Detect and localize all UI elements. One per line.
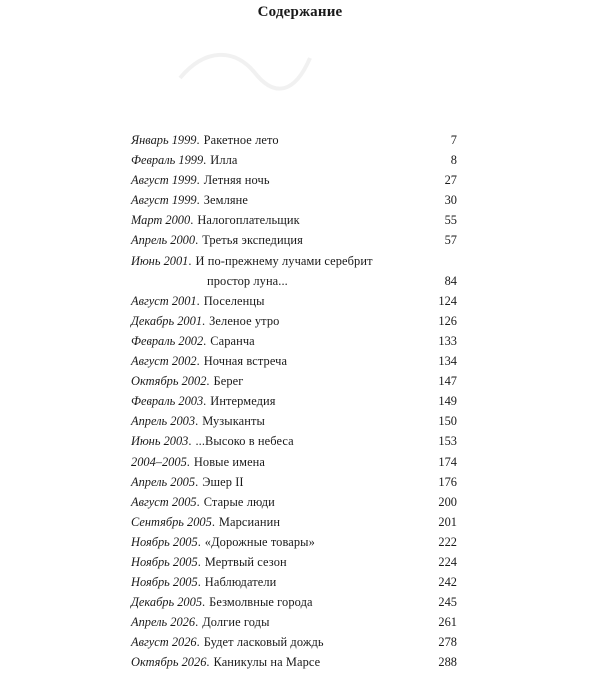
entry-separator: . [203,333,207,348]
toc-entry [131,331,457,351]
entry-date: Август 2002 [131,354,197,369]
entry-page-number: 124 [438,293,457,308]
entry-title: Берег [213,374,244,389]
entry-date: Декабрь 2005 [131,595,203,610]
entry-page-number: 147 [438,374,457,389]
dot-leader [280,574,435,584]
dot-leader [284,514,435,524]
entry-date: Апрель 2005 [131,474,196,489]
toc-entry [131,572,457,592]
toc-entry [131,150,457,170]
entry-title: И по-прежнему лучами серебрит [195,253,373,268]
toc-entry [131,552,457,572]
toc-entry [131,230,457,250]
toc-entry [131,291,457,311]
entry-page-number: 126 [438,313,457,328]
entry-separator: . [195,474,199,489]
entry-page-number: 8 [450,153,457,168]
entry-date: Август 1999 [131,193,197,208]
toc-entry [131,251,457,291]
entry-page-number: 174 [438,454,457,469]
entry-page-number: 278 [438,635,457,650]
dot-leader [269,293,436,303]
entry-separator: . [195,233,199,248]
entry-separator: . [203,153,207,168]
entry-separator: . [196,354,200,369]
entry-title: Наблюдатели [204,575,277,590]
entry-title: Старые люди [203,494,275,509]
entry-page-number: 261 [438,615,457,630]
table-of-contents [131,130,457,673]
toc-entry [131,411,457,431]
dot-leader [291,554,436,564]
faint-watermark-decoration [175,38,315,98]
entry-date: Август 2001 [131,293,197,308]
dot-leader [248,474,436,484]
entry-title: Налогоплательщик [197,213,300,228]
entry-title: Новые имена [193,454,265,469]
entry-date: Август 2005 [131,494,197,509]
dot-leader [307,232,442,242]
entry-title: «Дорожные товары» [204,534,315,549]
entry-title: Мертвый сезон [204,554,287,569]
entry-title: Летняя ночь [203,173,270,188]
toc-entry [131,431,457,451]
toc-entry [131,371,457,391]
entry-page-number: 176 [438,474,457,489]
dot-leader [274,172,442,182]
entry-separator: . [196,133,200,147]
entry-page-number: 7 [450,133,457,147]
toc-entry [131,351,457,371]
entry-page-number: 200 [438,494,457,509]
toc-entry [131,391,457,411]
entry-separator: . [190,213,194,228]
entry-title: Ночная встреча [203,354,288,369]
dot-leader [319,534,436,544]
toc-entry [131,492,457,512]
entry-date: Ноябрь 2005 [131,534,198,549]
toc-entry [131,210,457,230]
toc-entry [131,190,457,210]
dot-leader [269,413,435,423]
entry-date: Ноябрь 2005 [131,554,198,569]
entry-separator: . [196,635,200,650]
dot-leader [328,634,436,644]
entry-date: Сентябрь 2005 [131,514,212,529]
entry-separator: . [197,575,201,590]
toc-entry [131,130,457,150]
entry-separator: . [202,595,206,610]
entry-date: Декабрь 2001 [131,313,203,328]
entry-title: Саранча [210,333,255,348]
entry-title: Земляне [203,193,248,208]
entry-separator: . [211,514,215,529]
dot-leader [280,393,436,403]
entry-separator: . [188,253,192,268]
entry-date: Апрель 2026 [131,615,196,630]
entry-title: Безмолвные города [209,595,313,610]
entry-date: Ноябрь 2005 [131,575,198,590]
entry-title: Третья экспедиция [202,233,303,248]
entry-date: Февраль 1999 [131,153,204,168]
entry-title-continuation: простор луна... [207,273,288,288]
dot-leader [279,494,436,504]
entry-separator: . [202,313,206,328]
entry-title: ...Высоко в небеса [195,434,294,449]
entry-page-number: 245 [438,595,457,610]
entry-page-number: 133 [438,333,457,348]
entry-date: Июнь 2003 [131,434,189,449]
entry-page-number: 57 [444,233,457,248]
toc-entry [131,592,457,612]
entry-page-number: 224 [438,554,457,569]
entry-title: Марсианин [218,514,281,529]
entry-date: Апрель 2000 [131,233,196,248]
entry-date: Апрель 2003 [131,414,196,429]
toc-entry [131,532,457,552]
entry-page-number: 27 [444,173,457,188]
entry-page-number: 149 [438,394,457,409]
entry-date: Июнь 2001 [131,253,189,268]
dot-leader [241,152,447,162]
entry-date: Август 2026 [131,635,197,650]
entry-title: Долгие годы [202,615,270,630]
entry-separator: . [206,655,210,670]
entry-page-number: 55 [444,213,457,228]
dot-leader [304,212,442,222]
dot-leader [259,333,436,343]
entry-page-number: 288 [438,655,457,670]
entry-separator: . [203,394,207,409]
entry-separator: . [197,554,201,569]
entry-title: Эшер II [202,474,244,489]
dot-leader [283,313,435,323]
entry-date: Октябрь 2002 [131,374,207,389]
entry-title: Ракетное лето [203,133,279,147]
entry-separator: . [197,534,201,549]
toc-entry [131,632,457,652]
entry-date: 2004–2005 [131,454,187,469]
entry-title: Поселенцы [203,293,265,308]
entry-title: Интермедия [210,394,276,409]
entry-date: Октябрь 2026 [131,655,207,670]
entry-title: Будет ласковый дождь [203,635,324,650]
entry-page-number: 242 [438,575,457,590]
dot-leader [324,654,435,664]
entry-separator: . [195,414,199,429]
entry-separator: . [196,173,200,188]
entry-separator: . [196,293,200,308]
entry-date: Январь 1999 [131,133,197,147]
entry-title: Илла [210,153,238,168]
entry-page-number: 84 [444,273,457,288]
entry-date: Август 1999 [131,173,197,188]
entry-page-number: 150 [438,414,457,429]
entry-page-number: 30 [444,193,457,208]
toc-entry [131,170,457,190]
entry-page-number: 201 [438,514,457,529]
entry-separator: . [188,434,192,449]
entry-title: Каникулы на Марсе [213,655,321,670]
entry-separator: . [186,454,190,469]
toc-entry [131,652,457,672]
dot-leader [292,273,442,283]
dot-leader [283,132,448,142]
dot-leader [269,454,435,464]
dot-leader [247,373,435,383]
toc-entry [131,472,457,492]
entry-date: Февраль 2002 [131,333,204,348]
toc-entry [131,612,457,632]
toc-entry [131,512,457,532]
entry-date: Март 2000 [131,213,191,228]
entry-page-number: 134 [438,354,457,369]
dot-leader [291,353,435,363]
entry-title: Зеленое утро [209,313,280,328]
entry-page-number: 222 [438,534,457,549]
entry-separator: . [196,494,200,509]
toc-entry [131,311,457,331]
entry-title: Музыканты [202,414,265,429]
entry-date: Февраль 2003 [131,394,204,409]
page-title: Содержание [257,4,343,20]
toc-entry [131,452,457,472]
entry-separator: . [206,374,210,389]
dot-leader [317,594,436,604]
dot-leader [274,614,436,624]
entry-separator: . [195,615,199,630]
entry-separator: . [196,193,200,208]
dot-leader [298,433,436,443]
entry-page-number: 153 [438,434,457,449]
dot-leader [252,192,442,202]
